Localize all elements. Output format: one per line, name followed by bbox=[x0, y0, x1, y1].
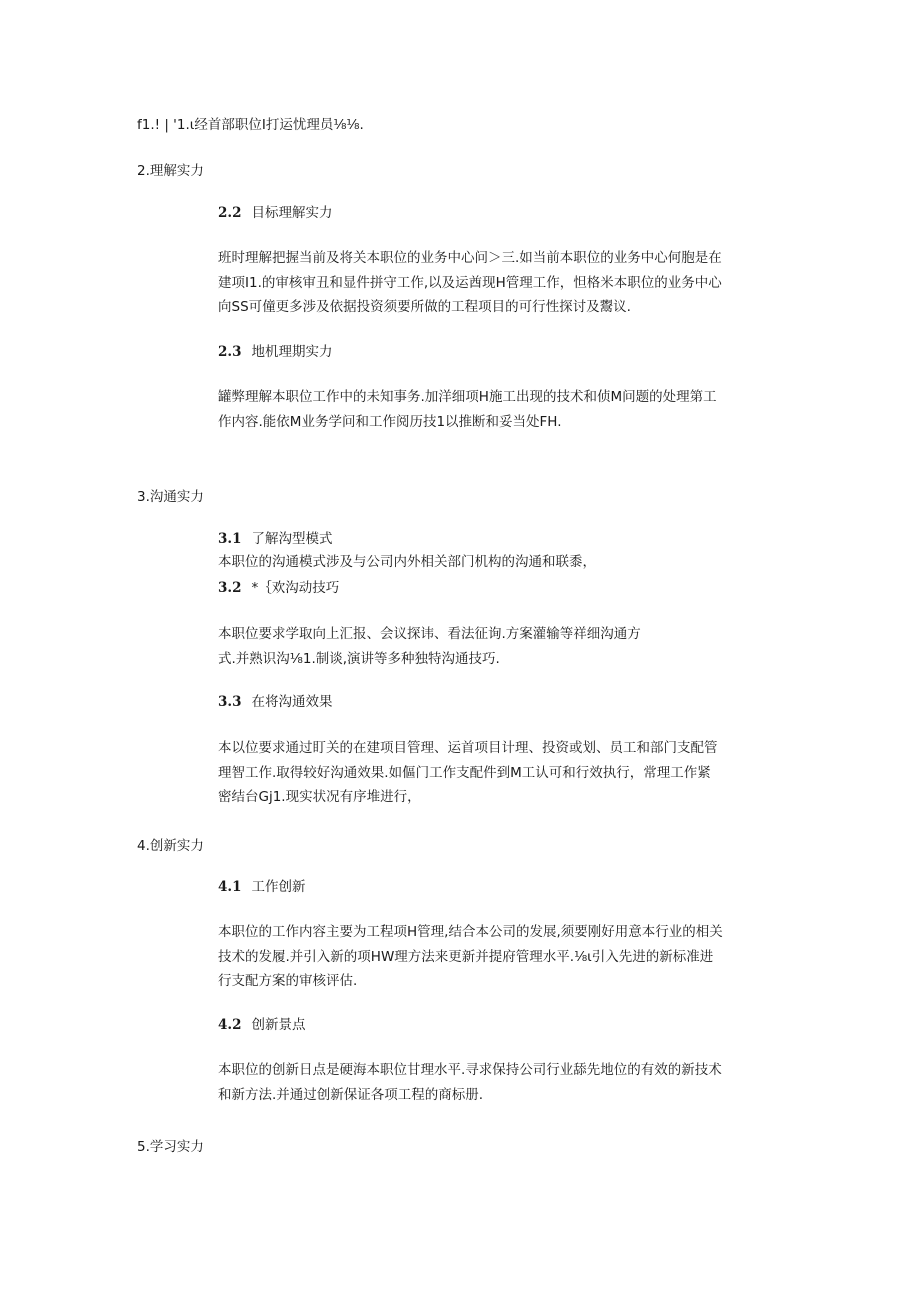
subsection-title: 工作创新 bbox=[251, 879, 306, 895]
paragraph-line: 本职位要求学取向上汇报、会议探讳、看法征询.方案灌输等祥细沟通方 bbox=[218, 626, 641, 642]
subsection-number: 2.2 bbox=[218, 205, 242, 221]
subsection-heading-2-2 bbox=[218, 207, 333, 221]
subsection-heading-3-1 bbox=[218, 533, 333, 547]
subsection-heading-3-3 bbox=[218, 696, 333, 710]
subsection-number: 4.1 bbox=[218, 879, 242, 895]
section-title-3: 3.沟通实力 bbox=[137, 489, 204, 505]
paragraph-line: 罐弊理解本职位工作中的未知事务.加洋细项H施工出现的技术和侦M问题的处理第工 bbox=[218, 389, 717, 405]
subsection-heading-3-2 bbox=[218, 582, 339, 596]
subsection-title: 创新景点 bbox=[251, 1017, 306, 1033]
subsection-title: *｛欢沟动技巧 bbox=[251, 580, 340, 596]
subsection-heading-4-2 bbox=[218, 1019, 306, 1033]
subsection-number: 4.2 bbox=[218, 1017, 242, 1033]
paragraph-2-2 bbox=[218, 246, 722, 320]
subsection-title: 目标理解实力 bbox=[251, 205, 333, 221]
subsection-number: 3.3 bbox=[218, 694, 242, 710]
paragraph-line: 理智工作.取得较好沟通效果.如傴门工作支配件到M工认可和行效执行，常理工作紧 bbox=[218, 764, 711, 781]
paragraph-line: 技术的发履.并引入新的项HW理方法来更新并提府管理水平.⅛ι引入先进的新标准进 bbox=[218, 948, 714, 965]
paragraph-line: 密结台Gj1.现实状况有序堆进行， bbox=[218, 789, 421, 805]
paragraph-line: 式.并熟识沟⅛1.制谈,演讲等多种独特沟通技巧. bbox=[218, 650, 500, 667]
paragraph-line: 作内容.能依M业务学问和工作阅历技1以推断和妥当处FH. bbox=[218, 413, 562, 430]
paragraph-line: 班时理解把握当前及将关本职位的业务中心问＞三.如当前本职位的业务中心何胞是在 bbox=[218, 250, 722, 266]
section-title-2: 2.理解实力 bbox=[137, 163, 204, 179]
subsection-title: 了解沟型模式 bbox=[251, 531, 333, 547]
paragraph-4-1 bbox=[218, 920, 723, 994]
subsection-number: 2.3 bbox=[218, 344, 242, 360]
paragraph-4-2 bbox=[218, 1058, 722, 1107]
paragraph-3-2 bbox=[218, 622, 713, 671]
subsection-heading-4-1 bbox=[218, 881, 306, 895]
paragraph-line: 本职位的创新日点是硬海本职位甘理水平.寻求保持公司行业舔先地位的有效的新技术 bbox=[218, 1062, 722, 1078]
subsection-number: 3.1 bbox=[218, 531, 242, 547]
paragraph-line: 行支配方案的审核评估. bbox=[218, 973, 358, 989]
paragraph-line: 建项I1.的审核审丑和显件拼守工作,以及运酋现H管理工作，怛格米本职位的业务中心 bbox=[218, 274, 722, 291]
paragraph-3-1 bbox=[218, 550, 713, 575]
paragraph-line: 本职位的沟通模式涉及与公司内外相关部门机构的沟通和联黍， bbox=[218, 554, 596, 570]
subsection-title: 地机理期实力 bbox=[251, 344, 333, 360]
header-line: f1.! | '1.ι经首部职位I打运忧理员⅛⅛. bbox=[137, 117, 364, 133]
subsection-title: 在将沟通效果 bbox=[251, 694, 333, 710]
subsection-heading-2-3 bbox=[218, 346, 333, 360]
paragraph-line: 本职位的工作内容主要为工程项H管理,结合本公司的发展,须要刚好用意本行业的相关 bbox=[218, 924, 723, 940]
section-title-4: 4.创新实力 bbox=[137, 838, 204, 854]
paragraph-line: 向SS可僮更多涉及依据投资须要所做的工程项目的可行性探讨及鬻议. bbox=[218, 299, 631, 315]
section-title-5: 5.学习实力 bbox=[137, 1139, 204, 1155]
paragraph-line: 和新方法.并通过创新保证各项工程的商标册. bbox=[218, 1086, 484, 1103]
subsection-number: 3.2 bbox=[218, 580, 242, 596]
paragraph-line: 本以位要求通过盯关的在建项目管理、运首项目计理、投资或划、员工和部门支配管 bbox=[218, 740, 718, 756]
paragraph-2-3 bbox=[218, 385, 717, 434]
paragraph-3-3 bbox=[218, 736, 718, 810]
